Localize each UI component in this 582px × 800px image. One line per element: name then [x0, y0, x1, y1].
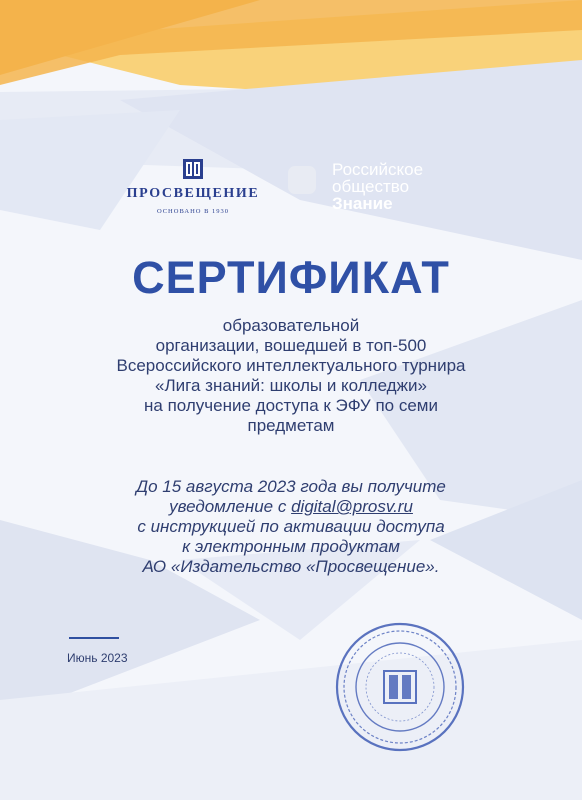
prosveshchenie-name: ПРОСВЕЩЕНИЕ — [126, 186, 260, 201]
notice-line-2-prefix: уведомление с — [169, 497, 292, 516]
issue-date: Июнь 2023 — [67, 651, 128, 665]
russian-society-znanie-logo — [288, 160, 488, 220]
znanie-line-3: Знание — [332, 194, 393, 213]
znanie-emblem-icon — [288, 166, 316, 194]
email-link[interactable]: digital@prosv.ru — [291, 497, 413, 516]
date-divider — [69, 637, 119, 639]
prosveshchenie-founded: ОСНОВАНО В 1930 — [156, 208, 230, 215]
certificate-title: СЕРТИФИКАТ — [132, 252, 450, 303]
description-line: на получение доступа к ЭФУ по семи — [144, 396, 438, 415]
description-line: Всероссийского интеллектуального турнира — [116, 356, 466, 375]
notice-line-5: АО «Издательство «Просвещение». — [142, 557, 440, 576]
notice-line-2 — [40, 497, 542, 517]
description-line: «Лига знаний: школы и колледжи» — [155, 376, 427, 395]
notice-line-4: к электронным продуктам — [182, 537, 400, 556]
znanie-line-1: Российское — [332, 160, 424, 179]
notice-line-1: До 15 августа 2023 года вы получите — [136, 477, 446, 496]
notice-line-3: с инструкцией по активации доступа — [137, 517, 445, 536]
description-line: образовательной — [222, 316, 360, 335]
certificate-description — [60, 316, 522, 436]
description-line: предметам — [247, 416, 335, 435]
prosveshchenie-emblem-icon — [182, 158, 204, 180]
access-notice — [40, 477, 542, 577]
znanie-line-2: общество — [332, 177, 410, 196]
official-stamp — [334, 621, 466, 753]
prosveshchenie-logo — [118, 158, 268, 215]
description-line: организации, вошедшей в топ-500 — [155, 336, 427, 355]
